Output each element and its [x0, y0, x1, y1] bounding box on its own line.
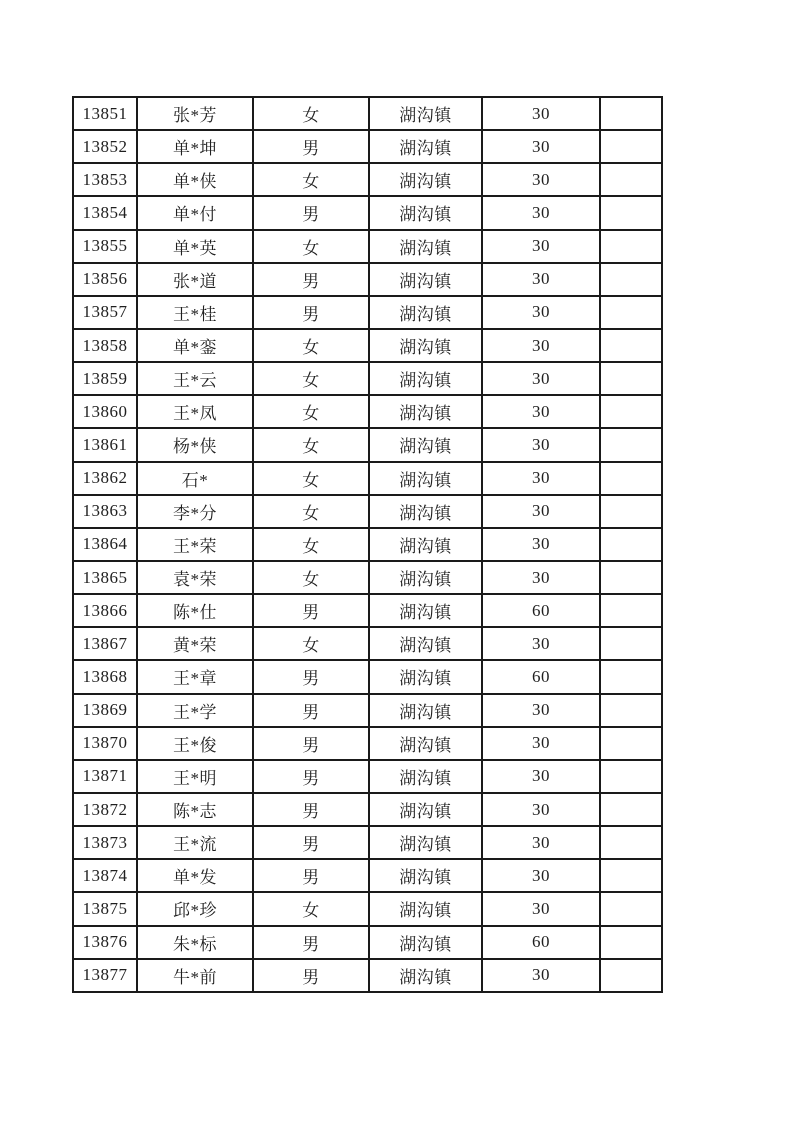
cell-town: 湖沟镇 [369, 594, 482, 627]
cell-town: 湖沟镇 [369, 263, 482, 296]
cell-amount: 30 [482, 727, 600, 760]
cell-town: 湖沟镇 [369, 660, 482, 693]
table-row [73, 528, 662, 561]
cell-name: 杨*侠 [137, 428, 253, 461]
cell-gender: 女 [253, 395, 369, 428]
cell-town: 湖沟镇 [369, 760, 482, 793]
cell-town: 湖沟镇 [369, 826, 482, 859]
cell-name: 王*凤 [137, 395, 253, 428]
cell-amount: 30 [482, 959, 600, 992]
cell-town: 湖沟镇 [369, 727, 482, 760]
cell-gender: 女 [253, 528, 369, 561]
cell-gender: 男 [253, 926, 369, 959]
cell-note [600, 793, 662, 826]
table-row [73, 428, 662, 461]
cell-gender: 女 [253, 97, 369, 130]
cell-note [600, 495, 662, 528]
cell-id: 13855 [73, 230, 137, 263]
cell-note [600, 594, 662, 627]
cell-gender: 男 [253, 727, 369, 760]
cell-amount: 60 [482, 660, 600, 693]
cell-town: 湖沟镇 [369, 793, 482, 826]
cell-town: 湖沟镇 [369, 892, 482, 925]
table-row [73, 495, 662, 528]
cell-gender: 女 [253, 428, 369, 461]
table-row [73, 793, 662, 826]
table-row [73, 263, 662, 296]
cell-gender: 男 [253, 263, 369, 296]
data-table [72, 96, 663, 993]
cell-note [600, 97, 662, 130]
cell-note [600, 826, 662, 859]
table-row [73, 462, 662, 495]
cell-town: 湖沟镇 [369, 561, 482, 594]
cell-town: 湖沟镇 [369, 627, 482, 660]
cell-amount: 30 [482, 196, 600, 229]
cell-amount: 30 [482, 263, 600, 296]
cell-id: 13873 [73, 826, 137, 859]
cell-amount: 30 [482, 859, 600, 892]
cell-note [600, 627, 662, 660]
cell-amount: 30 [482, 296, 600, 329]
table-row [73, 163, 662, 196]
cell-amount: 30 [482, 627, 600, 660]
cell-town: 湖沟镇 [369, 959, 482, 992]
cell-name: 邱*珍 [137, 892, 253, 925]
cell-amount: 30 [482, 230, 600, 263]
cell-amount: 30 [482, 694, 600, 727]
cell-note [600, 395, 662, 428]
table-row [73, 395, 662, 428]
table-row [73, 892, 662, 925]
table-row [73, 660, 662, 693]
cell-gender: 男 [253, 130, 369, 163]
cell-id: 13851 [73, 97, 137, 130]
cell-gender: 男 [253, 859, 369, 892]
cell-name: 李*分 [137, 495, 253, 528]
cell-id: 13877 [73, 959, 137, 992]
cell-id: 13876 [73, 926, 137, 959]
cell-gender: 男 [253, 694, 369, 727]
cell-name: 王*流 [137, 826, 253, 859]
cell-town: 湖沟镇 [369, 926, 482, 959]
cell-name: 袁*荣 [137, 561, 253, 594]
cell-town: 湖沟镇 [369, 428, 482, 461]
cell-id: 13858 [73, 329, 137, 362]
cell-amount: 30 [482, 528, 600, 561]
cell-id: 13866 [73, 594, 137, 627]
cell-note [600, 130, 662, 163]
cell-town: 湖沟镇 [369, 130, 482, 163]
cell-name: 陈*志 [137, 793, 253, 826]
cell-name: 王*云 [137, 362, 253, 395]
cell-note [600, 760, 662, 793]
cell-name: 单*英 [137, 230, 253, 263]
cell-id: 13864 [73, 528, 137, 561]
cell-town: 湖沟镇 [369, 230, 482, 263]
cell-note [600, 561, 662, 594]
cell-name: 单*付 [137, 196, 253, 229]
cell-amount: 30 [482, 428, 600, 461]
cell-name: 张*芳 [137, 97, 253, 130]
cell-id: 13862 [73, 462, 137, 495]
cell-town: 湖沟镇 [369, 495, 482, 528]
cell-id: 13875 [73, 892, 137, 925]
cell-name: 张*道 [137, 263, 253, 296]
cell-note [600, 660, 662, 693]
cell-id: 13874 [73, 859, 137, 892]
cell-town: 湖沟镇 [369, 395, 482, 428]
cell-town: 湖沟镇 [369, 163, 482, 196]
cell-name: 单*銮 [137, 329, 253, 362]
cell-id: 13859 [73, 362, 137, 395]
cell-name: 陈*仕 [137, 594, 253, 627]
cell-amount: 30 [482, 97, 600, 130]
cell-amount: 30 [482, 760, 600, 793]
cell-name: 单*发 [137, 859, 253, 892]
cell-town: 湖沟镇 [369, 462, 482, 495]
cell-gender: 男 [253, 760, 369, 793]
cell-name: 朱*标 [137, 926, 253, 959]
table-row [73, 859, 662, 892]
cell-note [600, 163, 662, 196]
cell-name: 王*俊 [137, 727, 253, 760]
table-row [73, 329, 662, 362]
cell-id: 13852 [73, 130, 137, 163]
cell-gender: 女 [253, 230, 369, 263]
cell-name: 王*学 [137, 694, 253, 727]
cell-gender: 女 [253, 561, 369, 594]
cell-note [600, 263, 662, 296]
cell-id: 13868 [73, 660, 137, 693]
cell-name: 王*明 [137, 760, 253, 793]
cell-amount: 30 [482, 130, 600, 163]
cell-note [600, 196, 662, 229]
cell-note [600, 230, 662, 263]
table-row [73, 230, 662, 263]
cell-gender: 女 [253, 495, 369, 528]
cell-note [600, 462, 662, 495]
table-row [73, 130, 662, 163]
cell-id: 13872 [73, 793, 137, 826]
cell-amount: 30 [482, 329, 600, 362]
table-row [73, 826, 662, 859]
cell-id: 13853 [73, 163, 137, 196]
cell-gender: 女 [253, 462, 369, 495]
cell-note [600, 959, 662, 992]
cell-note [600, 926, 662, 959]
cell-amount: 30 [482, 495, 600, 528]
table-row [73, 594, 662, 627]
table-row [73, 362, 662, 395]
cell-id: 13871 [73, 760, 137, 793]
table-row [73, 97, 662, 130]
cell-name: 单*坤 [137, 130, 253, 163]
cell-note [600, 727, 662, 760]
cell-town: 湖沟镇 [369, 296, 482, 329]
cell-gender: 男 [253, 959, 369, 992]
cell-name: 王*章 [137, 660, 253, 693]
cell-town: 湖沟镇 [369, 694, 482, 727]
cell-gender: 男 [253, 594, 369, 627]
cell-id: 13860 [73, 395, 137, 428]
cell-gender: 男 [253, 660, 369, 693]
cell-id: 13856 [73, 263, 137, 296]
cell-town: 湖沟镇 [369, 196, 482, 229]
cell-amount: 30 [482, 892, 600, 925]
cell-id: 13865 [73, 561, 137, 594]
cell-amount: 30 [482, 826, 600, 859]
cell-note [600, 892, 662, 925]
cell-id: 13857 [73, 296, 137, 329]
cell-amount: 30 [482, 163, 600, 196]
cell-note [600, 362, 662, 395]
cell-note [600, 528, 662, 561]
cell-id: 13863 [73, 495, 137, 528]
cell-town: 湖沟镇 [369, 528, 482, 561]
cell-gender: 女 [253, 362, 369, 395]
table-row [73, 694, 662, 727]
cell-name: 单*侠 [137, 163, 253, 196]
cell-gender: 男 [253, 793, 369, 826]
cell-amount: 60 [482, 594, 600, 627]
table-row [73, 926, 662, 959]
cell-amount: 60 [482, 926, 600, 959]
cell-town: 湖沟镇 [369, 362, 482, 395]
cell-amount: 30 [482, 793, 600, 826]
cell-id: 13867 [73, 627, 137, 660]
cell-amount: 30 [482, 362, 600, 395]
cell-gender: 女 [253, 329, 369, 362]
cell-town: 湖沟镇 [369, 97, 482, 130]
cell-gender: 女 [253, 627, 369, 660]
cell-amount: 30 [482, 561, 600, 594]
table-row [73, 959, 662, 992]
table-row [73, 760, 662, 793]
cell-gender: 男 [253, 196, 369, 229]
cell-name: 石* [137, 462, 253, 495]
cell-id: 13870 [73, 727, 137, 760]
cell-gender: 女 [253, 892, 369, 925]
cell-name: 王*桂 [137, 296, 253, 329]
table-row [73, 561, 662, 594]
cell-gender: 女 [253, 163, 369, 196]
table-row [73, 196, 662, 229]
cell-name: 王*荣 [137, 528, 253, 561]
table-body [73, 97, 662, 992]
cell-note [600, 859, 662, 892]
cell-id: 13869 [73, 694, 137, 727]
cell-id: 13854 [73, 196, 137, 229]
cell-name: 牛*前 [137, 959, 253, 992]
table-row [73, 727, 662, 760]
cell-note [600, 428, 662, 461]
cell-note [600, 694, 662, 727]
cell-name: 黄*荣 [137, 627, 253, 660]
cell-note [600, 329, 662, 362]
cell-gender: 男 [253, 826, 369, 859]
cell-town: 湖沟镇 [369, 859, 482, 892]
cell-note [600, 296, 662, 329]
cell-town: 湖沟镇 [369, 329, 482, 362]
cell-id: 13861 [73, 428, 137, 461]
cell-amount: 30 [482, 462, 600, 495]
cell-gender: 男 [253, 296, 369, 329]
cell-amount: 30 [482, 395, 600, 428]
table-row [73, 627, 662, 660]
table-row [73, 296, 662, 329]
